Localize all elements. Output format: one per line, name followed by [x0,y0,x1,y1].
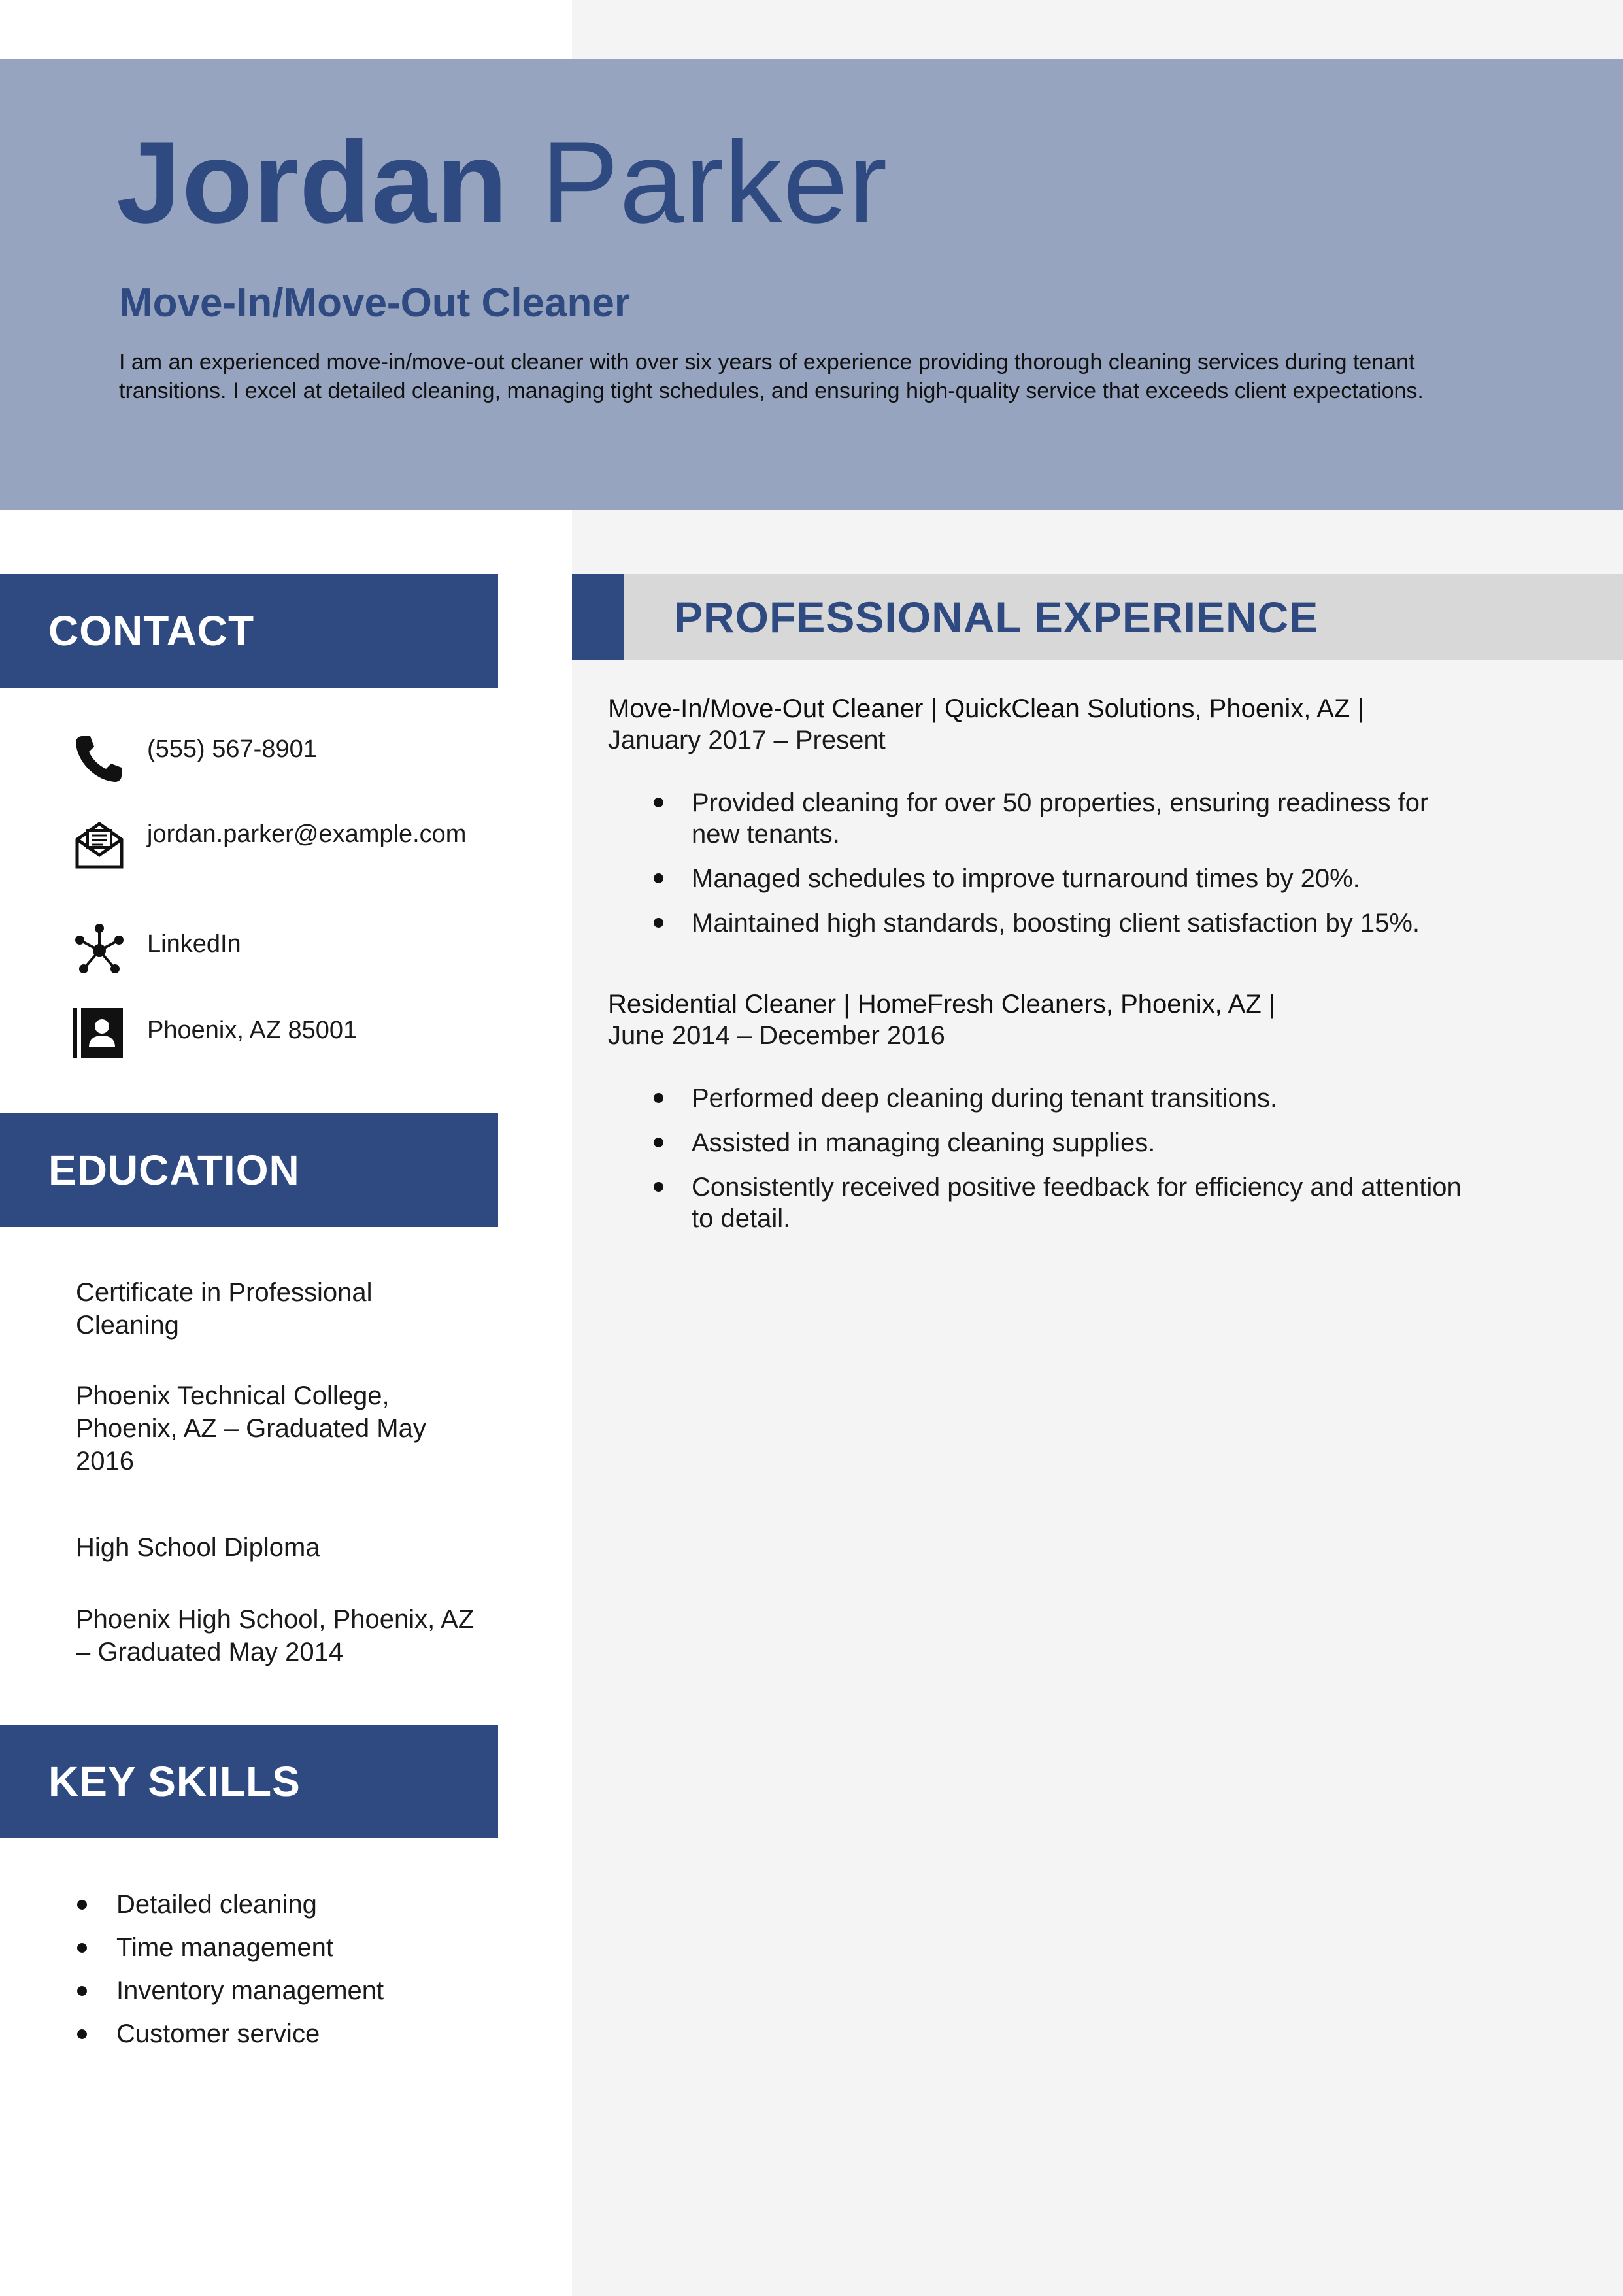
job-bullet: Performed deep cleaning during tenant transitions. [608,1083,1476,1114]
contact-heading: CONTACT [48,607,255,654]
job-bullet: Managed schedules to improve turnaround times by 20%. [608,863,1476,894]
skills-list [76,1883,384,2055]
skill-item: Inventory management [76,1969,384,2012]
education-degree-2: High School Diploma [76,1533,320,1562]
job-title: Move-In/Move-Out Cleaner [119,280,630,326]
last-name: Parker [541,117,888,247]
job-dates-2: June 2014 – December 2016 [608,1021,945,1050]
job-entry-1 [608,693,1556,952]
skill-item: Customer service [76,2012,384,2055]
skills-heading-bar [0,1725,498,1838]
experience-heading: PROFESSIONAL EXPERIENCE [674,593,1319,641]
skills-heading: KEY SKILLS [48,1758,301,1805]
contact-linkedin-text[interactable]: LinkedIn [147,930,241,958]
job-bullets-2 [608,1083,1556,1234]
education-heading-bar [0,1113,498,1227]
job-bullet: Maintained high standards, boosting client satisfaction by 15%. [608,907,1476,939]
skill-item: Time management [76,1926,384,1969]
contact-location-text: Phoenix, AZ 85001 [147,1017,358,1044]
skill-item: Detailed cleaning [76,1883,384,1926]
phone-icon [73,732,125,785]
job-role-1: Move-In/Move-Out Cleaner | QuickClean Solutions, Phoenix, AZ | [608,694,1364,723]
job-bullets-1 [608,787,1556,939]
contact-phone-text: (555) 567-8901 [147,735,317,763]
contact-heading-bar [0,574,498,688]
email-icon [73,817,125,869]
experience-heading-bar [572,574,1623,660]
job-role-2: Residential Cleaner | HomeFresh Cleaners, Phoenix, AZ | [608,990,1276,1019]
address-book-icon [73,1005,125,1058]
job-entry-2 [608,988,1556,1247]
job-bullet: Assisted in managing cleaning supplies. [608,1127,1476,1158]
first-name: Jordan [116,117,509,247]
network-icon [73,923,125,975]
job-bullet: Provided cleaning for over 50 properties, ensuring readiness for new tenants. [608,787,1476,850]
job-bullet: Consistently received positive feedback for efficiency and attention to detail. [608,1172,1476,1234]
contact-email-text[interactable]: jordan.parker@example.com [147,820,467,848]
education-details-1: Phoenix Technical College, Phoenix, AZ – Graduated May 2016 [76,1381,426,1476]
experience-heading-accent [572,574,624,660]
education-degree-1: Certificate in Professional Cleaning [76,1278,373,1340]
job-dates-1: January 2017 – Present [608,726,886,754]
summary-text: I am an experienced move-in/move-out cleaner with over six years of experience providing thorough cleaning services during tenant transitions. I excel at detailed cleaning, managing tight schedules, and ensuring high-quality service that exceeds client expectations. [119,350,1424,403]
education-details-2: Phoenix High School, Phoenix, AZ – Graduated May 2014 [76,1605,475,1666]
education-heading: EDUCATION [48,1147,300,1194]
full-name [116,117,888,247]
